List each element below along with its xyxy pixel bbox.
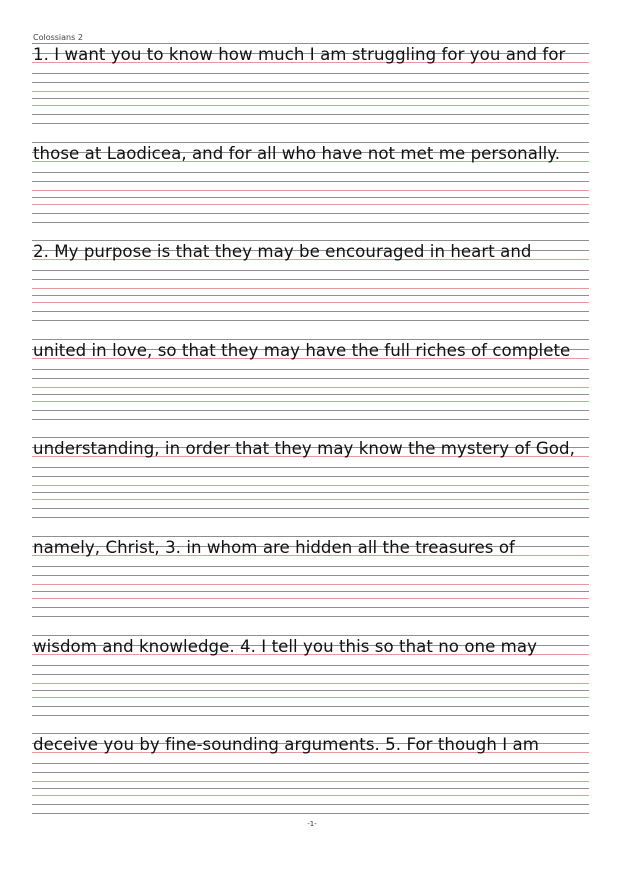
guide-line-gray xyxy=(32,715,589,716)
guide-line-gray xyxy=(32,566,589,567)
practice-block xyxy=(32,339,589,419)
guide-line-gray xyxy=(32,788,589,789)
trace-line-text: 1. I want you to know how much I am struggling for you and for xyxy=(33,45,566,64)
guide-line-gray xyxy=(32,270,589,271)
guide-line-gray xyxy=(32,467,589,468)
practice-block xyxy=(32,536,589,616)
trace-line-text: 2. My purpose is that they may be encouraged in heart and xyxy=(33,242,532,261)
guide-line-red xyxy=(32,683,589,684)
guide-line-red xyxy=(32,91,589,92)
trace-line-text: deceive you by fine-sounding arguments. 5. For though I am xyxy=(33,735,539,754)
guide-line-red xyxy=(32,697,589,698)
guide-line-red xyxy=(32,401,589,402)
guide-line-gray xyxy=(32,240,589,241)
trace-line-text: namely, Christ, 3. in whom are hidden all the treasures of xyxy=(33,538,515,557)
trace-line-text: wisdom and knowledge. 4. I tell you this so that no one may xyxy=(33,637,537,656)
guide-line-gray xyxy=(32,311,589,312)
guide-line-gray xyxy=(32,394,589,395)
guide-line-gray xyxy=(32,222,589,223)
guide-line-gray xyxy=(32,804,589,805)
guide-line-red xyxy=(32,190,589,191)
practice-block xyxy=(32,142,589,222)
guide-line-gray xyxy=(32,123,589,124)
guide-line-gray xyxy=(32,419,589,420)
guide-line-red xyxy=(32,781,589,782)
practice-block xyxy=(32,43,589,123)
guide-line-gray xyxy=(32,82,589,83)
guide-line-gray xyxy=(32,437,589,438)
guide-line-gray xyxy=(32,476,589,477)
guide-line-gray xyxy=(32,492,589,493)
guide-line-gray xyxy=(32,635,589,636)
guide-line-red xyxy=(32,105,589,106)
guide-line-gray xyxy=(32,410,589,411)
guide-line-gray xyxy=(32,213,589,214)
guide-line-gray xyxy=(32,295,589,296)
guide-line-gray xyxy=(32,369,589,370)
trace-line-text: united in love, so that they may have the full riches of complete xyxy=(33,341,571,360)
guide-line-red xyxy=(32,387,589,388)
guide-line-gray xyxy=(32,172,589,173)
guide-line-gray xyxy=(32,181,589,182)
guide-line-red xyxy=(32,485,589,486)
guide-line-gray xyxy=(32,607,589,608)
guide-line-gray xyxy=(32,73,589,74)
guide-line-red xyxy=(32,204,589,205)
guide-line-gray xyxy=(32,43,589,44)
guide-line-red xyxy=(32,598,589,599)
guide-line-gray xyxy=(32,690,589,691)
guide-line-gray xyxy=(32,733,589,734)
practice-block xyxy=(32,635,589,715)
practice-block xyxy=(32,733,589,813)
guide-line-gray xyxy=(32,665,589,666)
trace-line-text: those at Laodicea, and for all who have not met me personally. xyxy=(33,144,561,163)
guide-line-gray xyxy=(32,279,589,280)
guide-line-gray xyxy=(32,378,589,379)
practice-block xyxy=(32,240,589,320)
guide-line-red xyxy=(32,302,589,303)
guide-line-gray xyxy=(32,339,589,340)
guide-line-gray xyxy=(32,517,589,518)
guide-line-gray xyxy=(32,706,589,707)
guide-line-gray xyxy=(32,536,589,537)
guide-line-gray xyxy=(32,142,589,143)
guide-line-gray xyxy=(32,98,589,99)
guide-line-gray xyxy=(32,813,589,814)
guide-line-gray xyxy=(32,575,589,576)
guide-line-gray xyxy=(32,114,589,115)
guide-line-gray xyxy=(32,508,589,509)
guide-line-gray xyxy=(32,197,589,198)
guide-line-red xyxy=(32,499,589,500)
practice-block xyxy=(32,437,589,517)
trace-line-text: understanding, in order that they may know the mystery of God, xyxy=(33,439,575,458)
page-header: Colossians 2 xyxy=(33,33,83,42)
guide-line-gray xyxy=(32,763,589,764)
guide-line-gray xyxy=(32,674,589,675)
guide-line-red xyxy=(32,288,589,289)
guide-line-gray xyxy=(32,591,589,592)
guide-line-red xyxy=(32,795,589,796)
guide-line-red xyxy=(32,584,589,585)
guide-line-gray xyxy=(32,772,589,773)
guide-line-gray xyxy=(32,616,589,617)
page-number: -1- xyxy=(307,820,317,828)
guide-line-gray xyxy=(32,320,589,321)
